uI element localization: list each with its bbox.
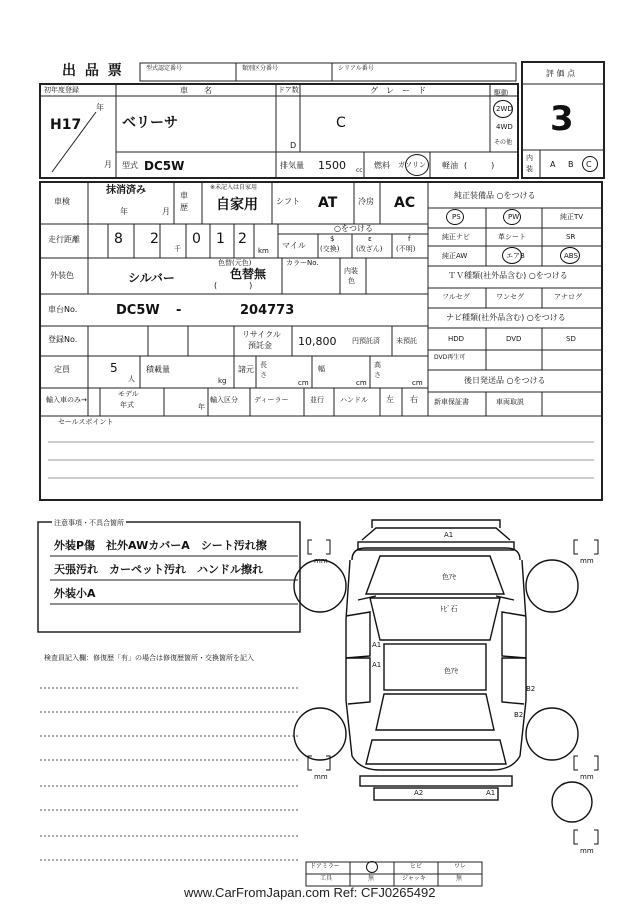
import-parallel: 並行 (310, 396, 324, 404)
tools-label: 工具 (320, 875, 333, 882)
interior-label-1: 内 (526, 154, 533, 162)
mile-label: マイル (282, 241, 306, 250)
model-label: 型式 (122, 161, 138, 170)
mileage-thousand: 千 (174, 245, 181, 253)
month-unit: 月 (104, 160, 112, 169)
jack-value: 無 (456, 875, 463, 882)
capacity-unit: 人 (128, 375, 135, 383)
damage-mark-4: A1 (372, 641, 382, 649)
mm-front-left: mm (314, 557, 328, 565)
car-name-label: 車 名 (180, 86, 212, 95)
grade-label: グ レ ー ド (370, 86, 426, 95)
interior-color-label-2: 色 (348, 277, 355, 285)
capacity-value: 5 (110, 361, 118, 375)
fuel-diesel: 軽油 (442, 161, 458, 170)
doors-label: ドア数 (278, 86, 299, 94)
interior-b: B (568, 160, 574, 169)
exchange-symbol: $ (330, 235, 335, 243)
note-line-1: 外装P傷 社外AWカバーA シート汚れ擦 (54, 539, 267, 552)
recycle-label-2: 預託金 (248, 341, 272, 350)
tamper-symbol: ɛ (368, 235, 372, 243)
mm-front-right: mm (580, 557, 594, 565)
equip-pw-circle (503, 209, 521, 225)
notes-label: 注意事項・不具合箇所 (54, 519, 124, 527)
handle-left: 左 (386, 395, 394, 404)
navi-hdd: HDD (448, 335, 465, 343)
tamper-text: (改ざん) (356, 245, 383, 253)
model-year-unit: 年 (198, 403, 205, 411)
door-mirror-label: ドアミラー (310, 863, 340, 870)
year-value: H17 (50, 117, 82, 133)
form-title: 出 品 票 (62, 63, 124, 79)
recycle-unpaid: 未預託 (396, 337, 417, 345)
drive-2wd: 2WD (496, 105, 513, 113)
equip-abs-circle (560, 247, 580, 264)
equip-ps: PS (452, 213, 461, 221)
width-label: 幅 (318, 365, 325, 373)
equip-airbag: エアB (506, 252, 525, 260)
model-year-label-1: モデル (118, 390, 139, 398)
mileage-unit: km (258, 247, 269, 255)
damage-mark-7: B2 (526, 685, 536, 693)
damage-mark-8: B2 (514, 711, 524, 719)
navi-type-title: ナビ種類(社外品含む) ○をつける (446, 313, 566, 322)
mileage-mark-label: ○をつける (334, 224, 373, 233)
note-line-2: 天張汚れ カーペット汚れ ハンドル擦れ (54, 563, 263, 576)
mm-rear-right: mm (580, 773, 594, 781)
tools-value: 無 (368, 875, 375, 882)
load-label: 積載量 (146, 365, 170, 374)
height-label-2: さ (374, 371, 381, 379)
genuine-equipment-title: 純正装備品 ○をつける (454, 191, 536, 200)
ac-label: 冷房 (358, 197, 374, 206)
equip-sr: SR (566, 233, 576, 241)
fuel-other: ( ) (464, 161, 495, 170)
history-value: 自家用 (216, 197, 258, 213)
mileage-digit-2: 2 (150, 231, 159, 247)
damage-mark-2: 色ｱｾ (442, 573, 456, 581)
mileage-digit-4: 1 (216, 231, 225, 247)
model-year-label-2: 年式 (120, 401, 134, 409)
equip-aw: 純正AW (442, 252, 468, 260)
handle-label: ハンドル (340, 396, 368, 404)
interior-c-circle (582, 156, 598, 172)
first-registration-label: 初年度登録 (44, 86, 79, 94)
displacement-value: 1500 (318, 159, 346, 172)
import-dealer: ディーラー (254, 396, 289, 404)
mileage-label: 走行距離 (48, 235, 80, 244)
equip-airbag-circle (502, 247, 522, 264)
load-unit: kg (218, 377, 227, 385)
model-cert-label: 型式認定番号 (146, 65, 183, 72)
tv-fullseg: フルセグ (442, 293, 470, 301)
history-label-1: 車 (180, 191, 188, 200)
crack-label: ヒビ (410, 863, 423, 870)
dimensions-label: 諸元 (238, 365, 254, 374)
inspection-year-unit: 年 (120, 207, 128, 216)
color-label: 外装色 (50, 271, 74, 280)
height-label-1: 高 (374, 361, 381, 369)
color-number-label: カラーNo. (286, 259, 319, 267)
car-name-value: ベリーサ (122, 115, 178, 131)
year-unit: 年 (96, 103, 104, 112)
import-label: 輸入車のみ→ (46, 396, 87, 404)
drive-other: その他 (494, 139, 513, 146)
height-unit: cm (412, 379, 423, 387)
navi-sd: SD (566, 335, 576, 343)
model-value: DC5W (144, 159, 185, 173)
history-note: ※未記入は自家用 (210, 184, 258, 191)
fuel-label: 燃料 (374, 161, 390, 170)
chassis-label: 車台No. (48, 305, 78, 314)
drive-label: 駆動 (494, 89, 508, 97)
ac-value: AC (394, 195, 416, 211)
displacement-unit: cc (356, 167, 363, 174)
fuel-gasoline-circle (405, 154, 429, 176)
door-mirror-circle (366, 861, 378, 873)
color-change-label: 色替(元色) (218, 259, 252, 267)
history-label-2: 歴 (180, 203, 188, 212)
doors-value: D (290, 141, 297, 150)
inspection-label: 車検 (54, 197, 70, 206)
displacement-label: 排気量 (280, 161, 304, 170)
watermark: www.CarFromJapan.com Ref: CFJ0265492 (184, 885, 436, 900)
color-change-value: 色替無 (230, 267, 267, 281)
length-unit: cm (298, 379, 309, 387)
tv-oneseg: ワンセグ (496, 293, 524, 301)
recycle-label-1: リサイクル (242, 330, 281, 339)
drive-4wd: 4WD (496, 123, 513, 131)
note-line-3: 外装小A (54, 587, 96, 600)
jack-label: ジャッキ (402, 875, 426, 882)
mm-rear-left: mm (314, 773, 328, 781)
mileage-digit-1: 8 (114, 231, 123, 247)
tv-analog: アナログ (554, 293, 582, 301)
registration-number-label: 登録No. (48, 335, 78, 344)
rating-value: 3 (550, 99, 574, 139)
color-change-paren: ( ) (214, 281, 253, 290)
inspection-month-unit: 月 (162, 207, 170, 216)
damage-mark-6: 色ｱｾ (444, 667, 458, 675)
length-label-2: さ (260, 371, 267, 379)
interior-a: A (550, 160, 556, 169)
equip-navi: 純正ナビ (442, 233, 470, 241)
fuel-gasoline: ガソリン (398, 161, 426, 169)
width-unit: cm (356, 379, 367, 387)
length-label-1: 長 (260, 361, 267, 369)
unknown-text: (不明) (396, 245, 416, 253)
dvd-player: DVD再生可 (434, 354, 466, 361)
equip-leather: 革シート (498, 233, 526, 241)
chassis-number: 204773 (240, 303, 295, 318)
damage-mark-10: A1 (486, 789, 496, 797)
equip-abs: ABS (564, 252, 578, 260)
break-label: ワレ (454, 863, 467, 870)
import-class-label: 輸入区分 (210, 396, 238, 404)
damage-mark-9: A2 (414, 789, 424, 797)
equip-pw: PW (508, 213, 520, 221)
chassis-prefix: DC5W (116, 303, 160, 318)
mm-spare: mm (580, 847, 594, 855)
recycle-value: 10,800 (298, 335, 337, 348)
grade-value: C (336, 115, 346, 131)
inspector-label: 検査員記入欄：修復歴「有」の場合は修復歴箇所・交換箇所を記入 (44, 654, 254, 662)
new-car-warranty: 新車保証書 (434, 398, 469, 406)
unknown-symbol: f (408, 235, 411, 243)
tv-type-title: ＴＶ種類(社外品含む) ○をつける (448, 271, 568, 280)
after-shipping-title: 後日発送品 ○をつける (464, 376, 546, 385)
shift-value: AT (318, 195, 338, 211)
damage-mark-3: ﾄﾋﾞ石 (440, 605, 458, 613)
drive-2wd-circle (493, 100, 513, 118)
chassis-dash: - (176, 303, 182, 318)
serial-number-label: シリアル番号 (338, 65, 374, 72)
interior-color-label-1: 内装 (344, 267, 358, 275)
shift-label: シフト (276, 197, 300, 206)
mileage-digit-5: 2 (238, 231, 247, 247)
sales-points-label: セールスポイント (58, 418, 114, 426)
damage-mark-1: A1 (444, 531, 454, 539)
exchange-text: (交換) (320, 245, 340, 253)
capacity-label: 定員 (54, 365, 70, 374)
equip-tv: 純正TV (560, 213, 584, 221)
mileage-digit-3: 0 (192, 231, 201, 247)
damage-mark-5: A1 (372, 661, 382, 669)
navi-dvd: DVD (506, 335, 522, 343)
equip-ps-circle (446, 209, 464, 225)
interior-c: C (586, 160, 592, 169)
rating-label: 評 価 点 (546, 69, 576, 78)
recycle-paid: 円預託済 (352, 337, 380, 345)
color-value: シルバー (128, 271, 175, 285)
interior-label-2: 装 (526, 165, 533, 173)
vehicle-manual: 車両取説 (496, 398, 524, 406)
handle-right: 右 (410, 395, 418, 404)
class-number-label: 類別区分番号 (242, 65, 279, 72)
inspection-value: 抹消済み (106, 185, 146, 196)
